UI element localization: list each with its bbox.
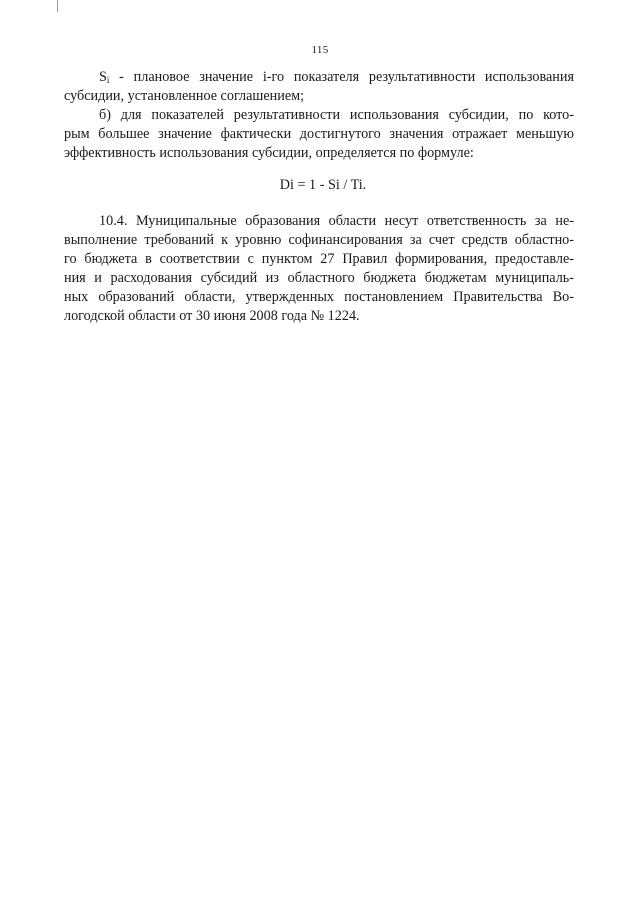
clause-10-4-line-2: выполнение требований к уровню софинансирования за счет средств областно- <box>64 232 574 248</box>
item-b-line-2: рым большее значение фактически достигнутого значения отражает меньшую <box>64 126 574 142</box>
item-b-line-3: эффективность использования субсидии, определяется по формуле: <box>64 145 474 161</box>
definition-s-line-2: субсидии, установленное соглашением; <box>64 88 305 104</box>
clause-10-4-line-1: 10.4. Муниципальные образования области несут ответственность за не- <box>99 213 574 229</box>
symbol-s-subscript: i <box>106 75 110 85</box>
scan-edge-mark <box>57 0 58 12</box>
formula-di: Di = 1 - Si / Ti. <box>279 177 367 193</box>
definition-s-text: - плановое значение i-го показателя результативности использования <box>109 69 574 85</box>
clause-10-4-line-6: логодской области от 30 июня 2008 года № 1224. <box>64 308 360 324</box>
clause-10-4-line-4: ния и расходования субсидий из областного бюджета бюджетам муниципаль- <box>64 270 574 286</box>
clause-10-4-line-3: го бюджета в соответствии с пунктом 27 Правил формирования, предоставле- <box>64 251 574 267</box>
symbol-s: S <box>99 69 107 85</box>
clause-10-4-line-5: ных образований области, утвержденных постановлением Правительства Во- <box>64 289 574 305</box>
page-number: 115 <box>311 44 329 56</box>
item-b-line-1: б) для показателей результативности использования субсидии, по кото- <box>99 107 574 123</box>
definition-s-line-1 <box>99 68 574 86</box>
